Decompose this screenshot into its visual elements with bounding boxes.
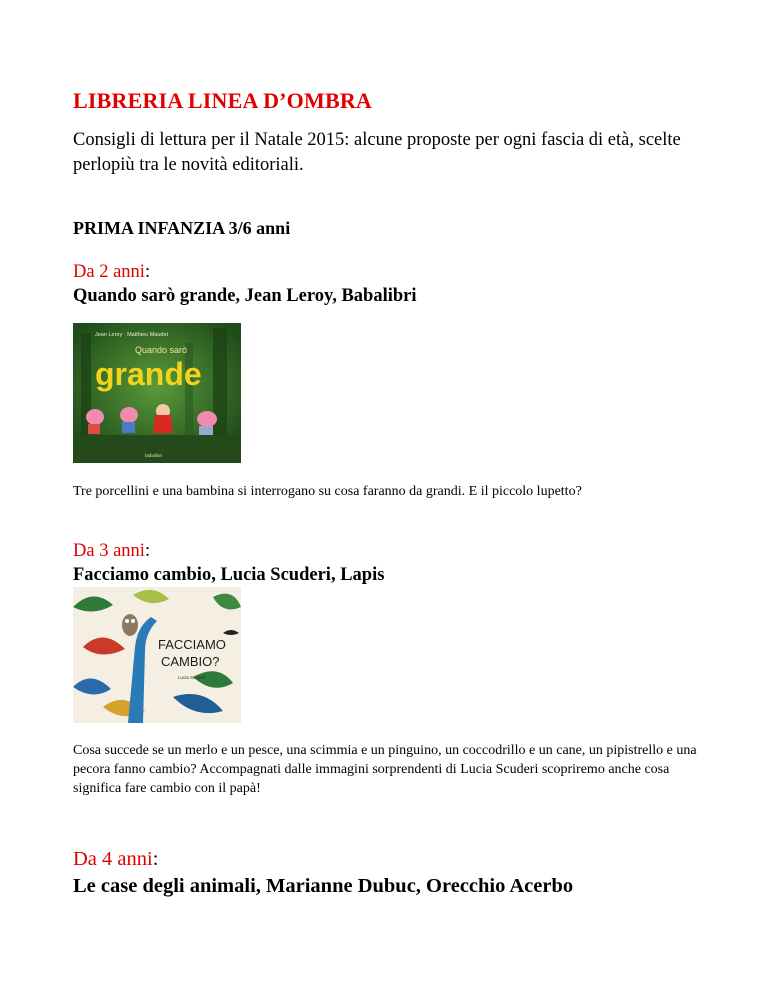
cover-1-illustration	[73, 323, 241, 463]
section-heading: PRIMA INFANZIA 3/6 anni	[73, 218, 291, 238]
cover-1-authors: Jean Leroy · Matthieu Maudet	[95, 332, 169, 338]
intro-paragraph: Consigli di lettura per il Natale 2015: alcune proposte per ogni fascia di età, scelte perlopiù tra le novità editoriali.	[73, 130, 681, 175]
entry-3-book-line	[73, 875, 573, 898]
cover-2-illustration	[73, 587, 241, 723]
entry-1-cover-image	[73, 323, 241, 463]
entry-2-age-line	[73, 541, 150, 562]
cover-2-author: Lucia Scuderi	[178, 675, 206, 680]
entry-1-age: Da 2 anni:	[73, 262, 151, 282]
cover-1-title-small: Quando sarò	[135, 345, 188, 355]
owl-icon	[122, 614, 138, 636]
cover-1-publisher: babalibri	[145, 453, 163, 458]
entry-1-description: Tre porcellini e una bambina si interrogano su cosa faranno da grandi. E il piccolo lupetto?	[73, 484, 582, 499]
entry-1-book-title: Quando sarò grande, Jean Leroy, Babalibri	[73, 286, 417, 306]
cover-2-title-line2: CAMBIO?	[161, 654, 220, 669]
entry-2-cover-image	[73, 587, 241, 723]
document-title: LIBRERIA LINEA D’OMBRA	[73, 88, 373, 113]
entry-2-book-title: Facciamo cambio, Lucia Scuderi, Lapis	[73, 565, 385, 585]
entry-3-book-title: Le case degli animali, Marianne Dubuc, Orecchio Acerbo	[73, 875, 574, 897]
entry-3-age: Da 4 anni:	[73, 848, 159, 870]
cover-2-title-line1: FACCIAMO	[158, 637, 226, 652]
entry-2-age: Da 3 anni:	[73, 541, 151, 561]
cover-1-title-big: grande	[95, 356, 202, 392]
entry-2-description: Cosa succede se un merlo e un pesce, una scimmia e un pinguino, un coccodrillo e un cane, un pipistrello e una pecora fanno cambio? Accompagnati dalle immagini sorprendenti di Lucia Scuderi scopriremo anche cosa significa fare cambio con il papà!	[73, 743, 697, 796]
entry-3-age-line	[73, 848, 158, 871]
entry-1-age-line	[73, 262, 150, 283]
